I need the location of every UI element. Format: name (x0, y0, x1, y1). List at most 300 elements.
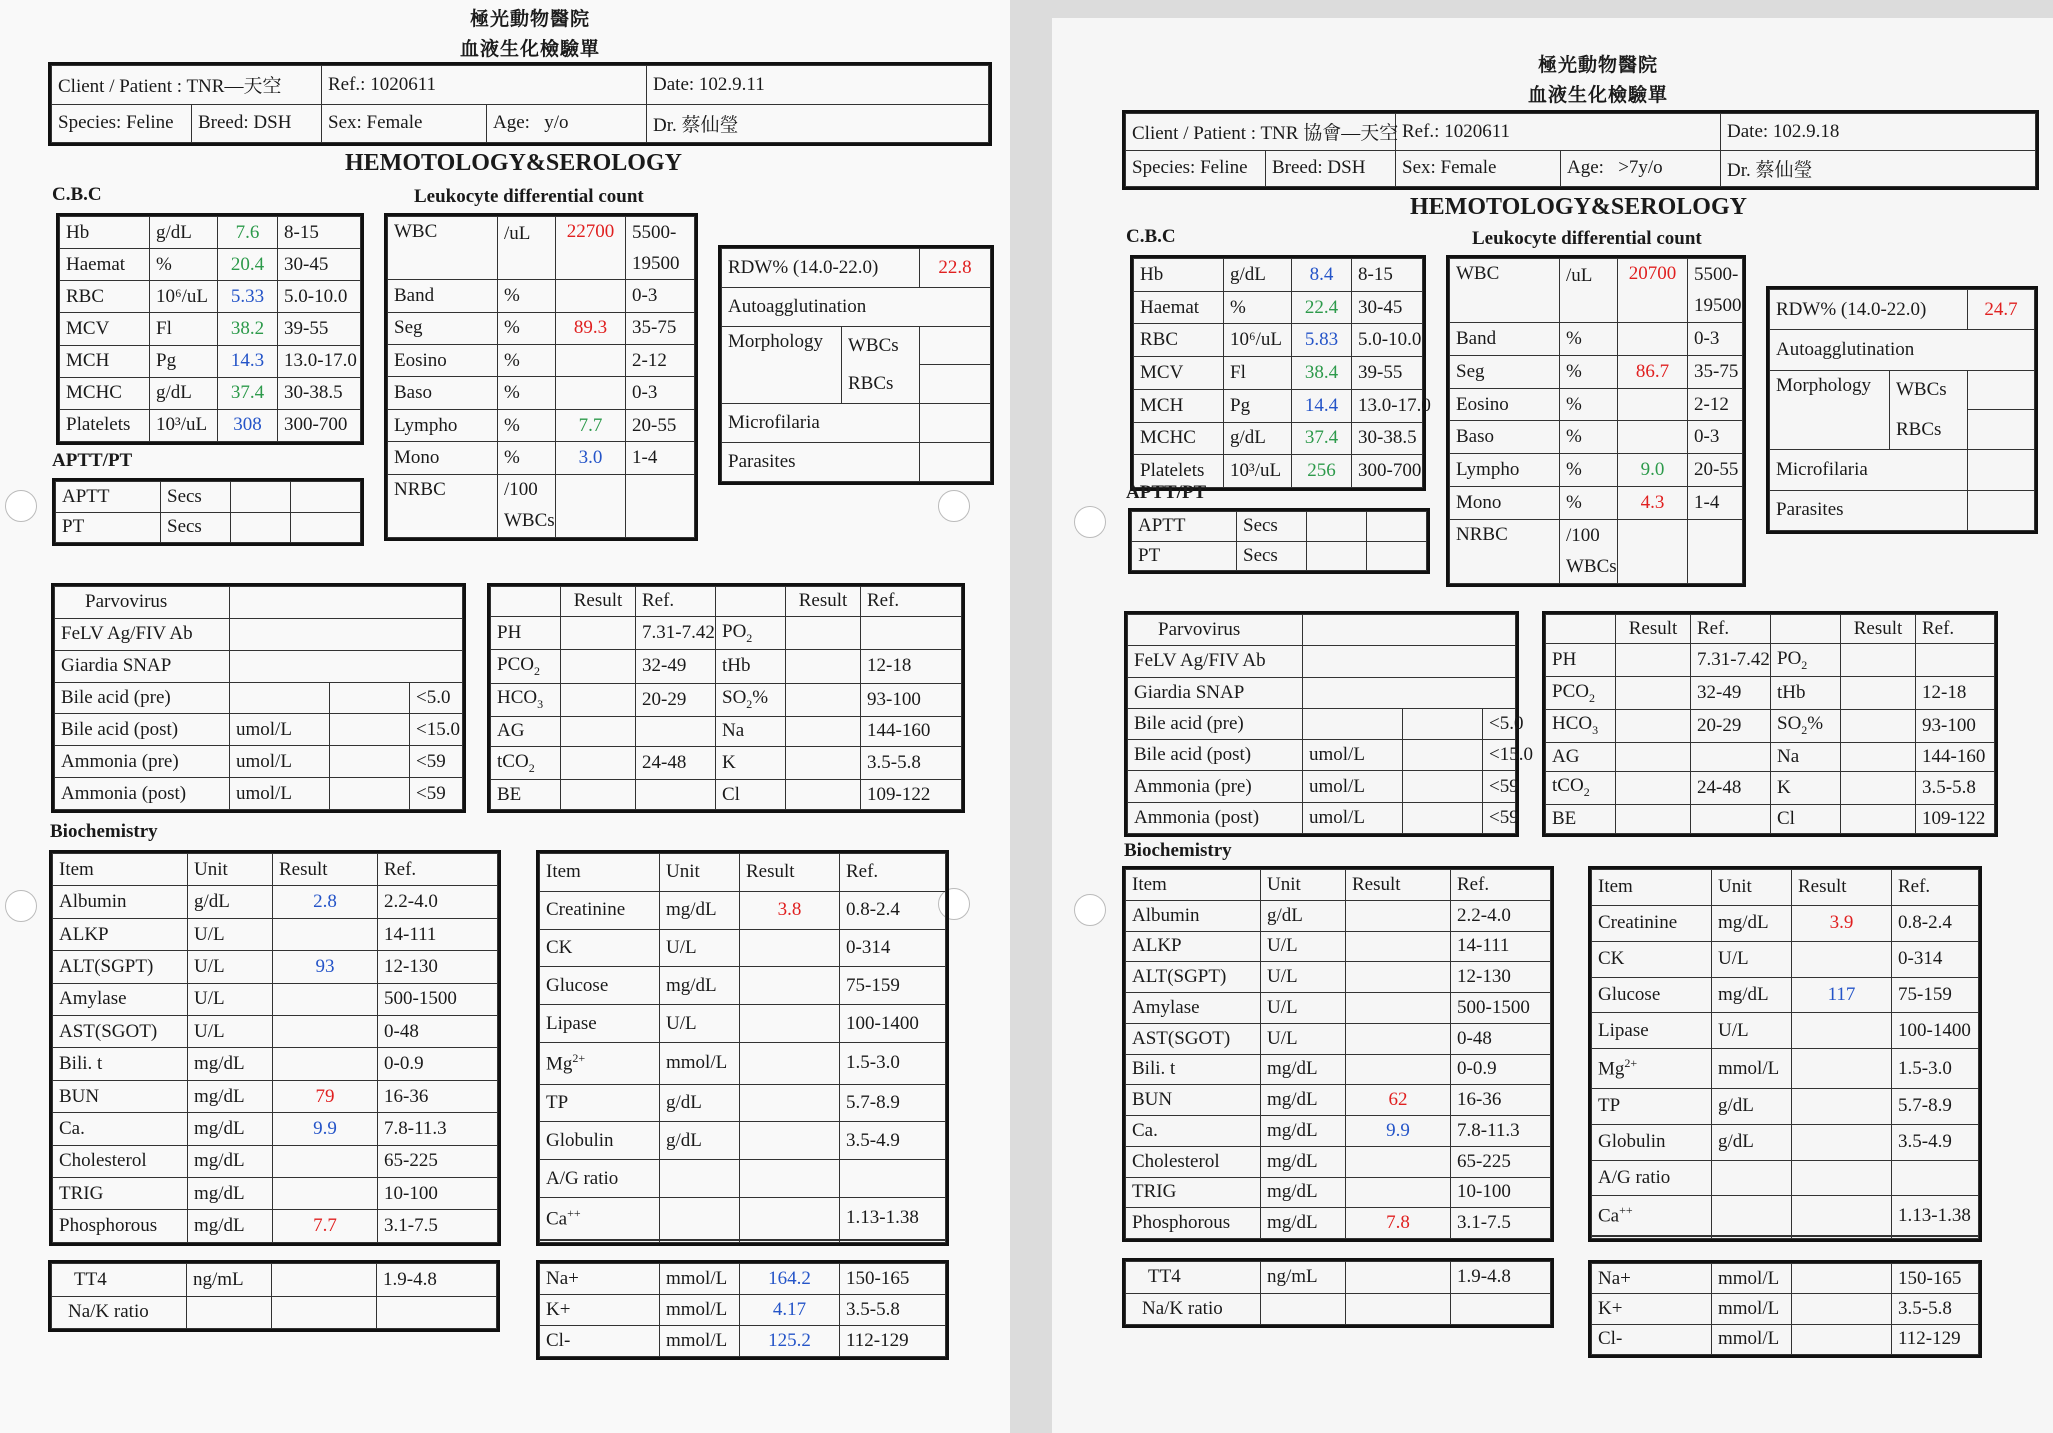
gas-item: AG (491, 717, 561, 747)
gas-result (561, 616, 636, 649)
leuko-row (1450, 454, 1743, 487)
serology-row (1128, 646, 1516, 677)
serology-ref: <5.0 (1483, 708, 1516, 739)
blood-gas-row (1546, 742, 1995, 771)
punch-hole (938, 490, 970, 522)
aptt-ref (1367, 541, 1427, 571)
biochem-row (540, 1005, 946, 1043)
biochem-item: ALKP (53, 918, 188, 950)
biochem-result (740, 929, 840, 967)
biochem-ref: 1.13-1.38 (840, 1198, 946, 1240)
biochem-item: Ca. (1126, 1116, 1261, 1147)
wbcs-label: WBCs (1890, 370, 1968, 410)
aptt-result (1307, 541, 1367, 571)
biochem-ref: 0.8-2.4 (840, 891, 946, 929)
leuko-result: 86.7 (1618, 355, 1688, 388)
biochem-item: ALT(SGPT) (1126, 962, 1261, 993)
cbc-unit: g/dL (150, 217, 218, 249)
gas-result (786, 717, 861, 747)
biochem-row (1126, 900, 1551, 931)
gas-ref (1916, 644, 1995, 677)
leuko-item: Eosino (1450, 388, 1560, 421)
tt4-item: Na/K ratio (52, 1296, 187, 1329)
biochem-result (740, 1241, 840, 1243)
cbc-result: 22.4 (1292, 291, 1352, 324)
tt4-item: Na/K ratio (1126, 1293, 1261, 1325)
gas-ref-header: Ref. (861, 587, 962, 617)
biochem-unit: g/dL (660, 1084, 740, 1122)
date-value: 102.9.11 (698, 73, 765, 95)
ref-value: 1020611 (1444, 120, 1511, 142)
biochem-result (1792, 1237, 1892, 1239)
biochem-unit: mg/dL (188, 1080, 273, 1112)
wbc-unit: /uL (1560, 259, 1618, 323)
biochem-row (540, 891, 946, 929)
biochem-result (1346, 993, 1451, 1024)
leuko-unit: % (498, 280, 556, 312)
cbc-table (56, 213, 364, 445)
gas-ref: 144-160 (861, 717, 962, 747)
biochem-result (1346, 1146, 1451, 1177)
breed-label: Breed: (198, 112, 249, 134)
aptt-ref (291, 512, 361, 543)
breed-value: DSH (253, 112, 292, 134)
cbc-result: 256 (1292, 455, 1352, 488)
biochem-result (1792, 1124, 1892, 1160)
electrolyte-table (536, 1260, 949, 1360)
cbc-table (1130, 255, 1431, 491)
biochem-row (1592, 1237, 1979, 1239)
biochem-item: AST(SGOT) (1126, 1023, 1261, 1054)
age-value: >7y/o (1618, 157, 1663, 179)
biochem-row (540, 1084, 946, 1122)
gas-result (1616, 771, 1691, 804)
biochem-result (1346, 931, 1451, 962)
leuko-result (556, 345, 626, 377)
biochem-item: $Mg^{2+}$ (1592, 1049, 1712, 1088)
nrbc-ref (1688, 519, 1743, 583)
gas-item: PH (491, 616, 561, 649)
biochem-item-header: Item (1126, 870, 1261, 901)
leuko-item: Band (1450, 323, 1560, 356)
cbc-row (1134, 422, 1423, 455)
biochem-row (1126, 993, 1551, 1024)
biochem-unit (1712, 1160, 1792, 1196)
serology-item: Bile acid (post) (55, 714, 230, 746)
cbc-row (60, 281, 361, 313)
cbc-item: MCV (60, 313, 150, 345)
cbc-item: MCHC (60, 377, 150, 409)
serology-item: Giardia SNAP (1128, 677, 1303, 708)
leuko-row (388, 345, 695, 377)
biochem-unit (660, 1198, 740, 1240)
biochem-unit: g/dL (660, 1122, 740, 1160)
serology-item: Ammonia (pre) (1128, 771, 1303, 802)
biochem-ref (1892, 1237, 1979, 1239)
electrolyte-result: 4.17 (740, 1295, 840, 1326)
biochem-row (53, 1145, 498, 1177)
leuko-row (1450, 388, 1743, 421)
gas-ref (1691, 804, 1771, 833)
punch-hole (1074, 506, 1106, 538)
biochem-header (53, 854, 498, 886)
cbc-row (1134, 291, 1423, 324)
biochem-ref: 1.13-1.38 (1892, 1196, 1979, 1235)
autoagglutination-label: Autoagglutination (1770, 330, 2035, 370)
tt4-result (1346, 1262, 1451, 1294)
biochem-ref: 500-1500 (1451, 993, 1551, 1024)
microfilaria-label: Microfilaria (1770, 450, 1968, 490)
electrolyte-result: 164.2 (740, 1264, 840, 1295)
biochem-result (740, 1198, 840, 1240)
age-label: Age: (493, 112, 530, 134)
cbc-ref: 300-700 (1352, 455, 1423, 488)
leukocyte-table (1446, 255, 1746, 587)
biochemistry-table-1 (49, 850, 501, 1246)
biochem-item: Cholesterol (1126, 1146, 1261, 1177)
leuko-ref: 35-75 (1688, 355, 1743, 388)
leuko-ref: 2-12 (1688, 388, 1743, 421)
biochem-row (1126, 1177, 1551, 1208)
gas-blank (716, 587, 786, 617)
cbc-result: 308 (218, 409, 278, 441)
nrbc-unit: /100 (498, 474, 556, 506)
nrbc-result (1618, 519, 1688, 583)
biochem-result: 3.9 (1792, 905, 1892, 941)
biochem-ref: 500-1500 (378, 983, 498, 1015)
gas-result (561, 683, 636, 716)
biochem-item: Albumin (1126, 900, 1261, 931)
leuko-item: Band (388, 280, 498, 312)
biochem-ref: 7.8-11.3 (1451, 1116, 1551, 1147)
wbc-ref: 5500- (626, 217, 695, 249)
gas-item: tHb (716, 650, 786, 683)
leuko-row (1450, 421, 1743, 454)
serology-item: FeLV Ag/FIV Ab (1128, 646, 1303, 677)
aptt-item: APTT (56, 482, 161, 513)
biochem-unit: mg/dL (1261, 1208, 1346, 1239)
biochem-result (1792, 1160, 1892, 1196)
rbcs-label: RBCs (1890, 410, 1968, 450)
biochem-ref: 65-225 (1451, 1146, 1551, 1177)
biochem-result: 9.9 (273, 1113, 378, 1145)
biochem-ref: 5.7-8.9 (840, 1084, 946, 1122)
serology-result (330, 714, 410, 746)
cbc-result: 5.33 (218, 281, 278, 313)
gas-ref: 12-18 (861, 650, 962, 683)
biochem-ref: 0-0.9 (378, 1048, 498, 1080)
biochem-row (53, 1016, 498, 1048)
gas-item: BE (1546, 804, 1616, 833)
biochem-row (1592, 1160, 1979, 1196)
tt4-result (272, 1296, 377, 1329)
serology-row (55, 778, 463, 810)
biochem-unit (660, 1160, 740, 1198)
tt4-table (1122, 1258, 1554, 1328)
biochem-ref: 10-100 (1451, 1177, 1551, 1208)
leuko-row (388, 377, 695, 409)
biochem-unit: g/dL (1712, 1088, 1792, 1124)
form-title: 血液生化檢驗單 (1527, 85, 1668, 106)
blood-gas-row (491, 683, 962, 716)
wbc-ref: 19500 (626, 248, 695, 280)
biochem-row (1592, 941, 1979, 977)
biochem-item: Creatinine (540, 891, 660, 929)
cbc-ref: 5.0-10.0 (278, 281, 361, 313)
serology-item: Bile acid (pre) (55, 682, 230, 714)
leuko-ref: 35-75 (626, 312, 695, 344)
gas-result (786, 780, 861, 810)
leuko-result: 4.3 (1618, 487, 1688, 520)
biochem-ref: 75-159 (1892, 977, 1979, 1013)
cbc-row (60, 313, 361, 345)
biochem-unit (1712, 1196, 1792, 1235)
leuko-item: Lympho (388, 409, 498, 441)
biochem-result (1346, 900, 1451, 931)
biochem-result (273, 1016, 378, 1048)
electrolyte-row (1592, 1294, 1979, 1324)
rdw-label: RDW% (14.0-22.0) (722, 249, 920, 288)
gas-ref: 20-29 (1691, 709, 1771, 742)
biochem-result (1346, 962, 1451, 993)
leuko-row (1450, 323, 1743, 356)
serology-row (1128, 708, 1516, 739)
biochem-ref: 14-111 (378, 918, 498, 950)
gas-result (786, 746, 861, 779)
cbc-result: 37.4 (218, 377, 278, 409)
aptt-ref (1367, 512, 1427, 542)
biochem-item-header: Item (53, 854, 188, 886)
cbc-row (60, 345, 361, 377)
biochem-item: Globulin (1592, 1124, 1712, 1160)
electrolyte-ref: 112-129 (1892, 1324, 1979, 1354)
gas-item: $PCO_2$ (1546, 677, 1616, 710)
cbc-unit: g/dL (1224, 422, 1292, 455)
electrolyte-result: 125.2 (740, 1326, 840, 1357)
gas-item: $HCO_3$ (491, 683, 561, 716)
aptt-pt-label: APTT/PT (1126, 482, 1207, 503)
gas-item: K (716, 746, 786, 779)
biochem-item: ALKP (1126, 931, 1261, 962)
biochem-unit: mg/dL (1261, 1054, 1346, 1085)
leuko-label: Leukocyte differential count (1472, 228, 1702, 249)
serology-row (55, 746, 463, 778)
serology-result (1303, 677, 1516, 708)
biochemistry-table-2 (536, 850, 949, 1246)
tt4-row (1126, 1293, 1551, 1325)
gas-item: $SO_2\%$ (716, 683, 786, 716)
leuko-unit: % (1560, 487, 1618, 520)
nrbc-unit: WBCs (1560, 551, 1618, 583)
leuko-item: Mono (1450, 487, 1560, 520)
gas-result (561, 650, 636, 683)
tt4-unit (187, 1296, 272, 1329)
blood-gas-header (491, 587, 962, 617)
biochem-row (1592, 1049, 1979, 1088)
cbc-item: Platelets (1134, 455, 1224, 488)
serology-ref: <59 (410, 746, 463, 778)
biochem-result-header: Result (740, 854, 840, 892)
rdw-result: 22.8 (920, 249, 991, 288)
leuko-result: 89.3 (556, 312, 626, 344)
biochem-item (540, 1241, 660, 1243)
leuko-result (1618, 388, 1688, 421)
serology-result (230, 650, 463, 682)
biochem-row (53, 1048, 498, 1080)
aptt-result (231, 482, 291, 513)
aptt-pt-table (1128, 508, 1430, 574)
tt4-row (1126, 1262, 1551, 1294)
leuko-item: Seg (1450, 355, 1560, 388)
wbc-item: WBC (1450, 259, 1560, 323)
biochem-row (1126, 931, 1551, 962)
rdw-morphology-table (718, 245, 994, 485)
aptt-row (1132, 541, 1427, 571)
biochem-row (53, 1080, 498, 1112)
tt4-row (52, 1296, 497, 1329)
biochem-row (53, 1178, 498, 1210)
biochem-row (1592, 1013, 1979, 1049)
biochem-item: TP (1592, 1088, 1712, 1124)
biochem-row (1592, 1124, 1979, 1160)
biochem-unit: U/L (1261, 993, 1346, 1024)
tt4-ref: 1.9-4.8 (377, 1264, 497, 1297)
gas-ref: 3.5-5.8 (861, 746, 962, 779)
biochem-result (740, 1160, 840, 1198)
biochem-result: 9.9 (1346, 1116, 1451, 1147)
biochem-item: Bili. t (53, 1048, 188, 1080)
leuko-item: Baso (388, 377, 498, 409)
cbc-row (1134, 389, 1423, 422)
serology-unit: umol/L (1303, 771, 1403, 802)
blood-gas-row (1546, 804, 1995, 833)
serology-row (55, 618, 463, 650)
electrolyte-item: Na+ (540, 1264, 660, 1295)
sex-value: Female (366, 112, 423, 134)
cbc-result: 38.2 (218, 313, 278, 345)
aptt-unit: Secs (161, 512, 231, 543)
aptt-unit: Secs (161, 482, 231, 513)
species-label: Species: (58, 112, 122, 134)
biochem-result (273, 1145, 378, 1177)
morphology-label: Morphology (1770, 370, 1890, 449)
gas-result (1616, 709, 1691, 742)
leuko-unit: % (1560, 323, 1618, 356)
gas-item: PH (1546, 644, 1616, 677)
gas-result-header: Result (786, 587, 861, 617)
cbc-unit: 10³/uL (1224, 455, 1292, 488)
biochem-row (540, 929, 946, 967)
nrbc-unit: WBCs (498, 506, 556, 538)
biochem-unit (1712, 1237, 1792, 1239)
gas-item: Na (716, 717, 786, 747)
cbc-item: MCV (1134, 357, 1224, 390)
gas-result (561, 780, 636, 810)
cbc-result: 8.4 (1292, 259, 1352, 292)
biochem-unit: U/L (188, 1016, 273, 1048)
serology-row (55, 587, 463, 619)
cbc-result: 14.3 (218, 345, 278, 377)
gas-ref: 144-160 (1916, 742, 1995, 771)
serology-row (1128, 615, 1516, 646)
serology-row (55, 682, 463, 714)
cbc-result: 7.6 (218, 217, 278, 249)
biochem-item: $Mg^{2+}$ (540, 1042, 660, 1084)
biochem-unit: U/L (660, 929, 740, 967)
cbc-ref: 300-700 (278, 409, 361, 441)
serology-result (1403, 771, 1483, 802)
biochem-row (1126, 962, 1551, 993)
species-value: Feline (1200, 157, 1248, 179)
leuko-unit: % (1560, 388, 1618, 421)
cbc-row (60, 377, 361, 409)
biochem-result-header: Result (1346, 870, 1451, 901)
leuko-result: 9.0 (1618, 454, 1688, 487)
biochem-row (540, 967, 946, 1005)
biochem-item: BUN (53, 1080, 188, 1112)
biochem-ref-header: Ref. (378, 854, 498, 886)
gas-ref: 24-48 (1691, 771, 1771, 804)
biochem-row (1126, 1116, 1551, 1147)
biochem-unit: mg/dL (188, 1210, 273, 1243)
serology-unit: umol/L (230, 714, 330, 746)
tt4-result (272, 1264, 377, 1297)
electrolyte-unit: mmol/L (1712, 1264, 1792, 1294)
biochem-unit-header: Unit (660, 854, 740, 892)
electrolyte-row (540, 1295, 946, 1326)
morphology-label: Morphology (722, 327, 842, 404)
rbcs-label: RBCs (842, 365, 920, 403)
biochem-result: 7.7 (273, 1210, 378, 1243)
gas-result (1841, 644, 1916, 677)
gas-result (561, 717, 636, 747)
biochem-ref: 100-1400 (840, 1005, 946, 1043)
biochem-item-header: Item (540, 854, 660, 892)
biochem-row (53, 983, 498, 1015)
biochem-item: Amylase (53, 983, 188, 1015)
date-label: Date: (653, 73, 695, 95)
biochem-ref: 75-159 (840, 967, 946, 1005)
biochem-row (1592, 1088, 1979, 1124)
biochem-unit-header: Unit (188, 854, 273, 886)
leuko-row (388, 312, 695, 344)
biochem-row (540, 1042, 946, 1084)
report-sheet-right (1052, 18, 2053, 1433)
gas-result (786, 683, 861, 716)
biochem-result (740, 1084, 840, 1122)
dr-value: 蔡仙瑩 (681, 114, 739, 136)
cbc-label: C.B.C (1126, 226, 1176, 247)
serology-row (1128, 677, 1516, 708)
biochem-result (273, 1048, 378, 1080)
cbc-result: 38.4 (1292, 357, 1352, 390)
gas-item: Cl (1771, 804, 1841, 833)
autoagglutination-label: Autoagglutination (722, 288, 991, 327)
gas-item: BE (491, 780, 561, 810)
biochem-unit: mg/dL (188, 1113, 273, 1145)
aptt-ref (291, 482, 361, 513)
leuko-row (1450, 487, 1743, 520)
gas-ref (861, 616, 962, 649)
punch-hole (1074, 894, 1106, 926)
cbc-result: 37.4 (1292, 422, 1352, 455)
serology-row (55, 714, 463, 746)
aptt-unit: Secs (1237, 512, 1307, 542)
electrolyte-item: Cl- (540, 1326, 660, 1357)
cbc-ref: 30-45 (278, 249, 361, 281)
client-label: Client / Patient : (58, 76, 183, 98)
serology-table (1124, 611, 1533, 837)
